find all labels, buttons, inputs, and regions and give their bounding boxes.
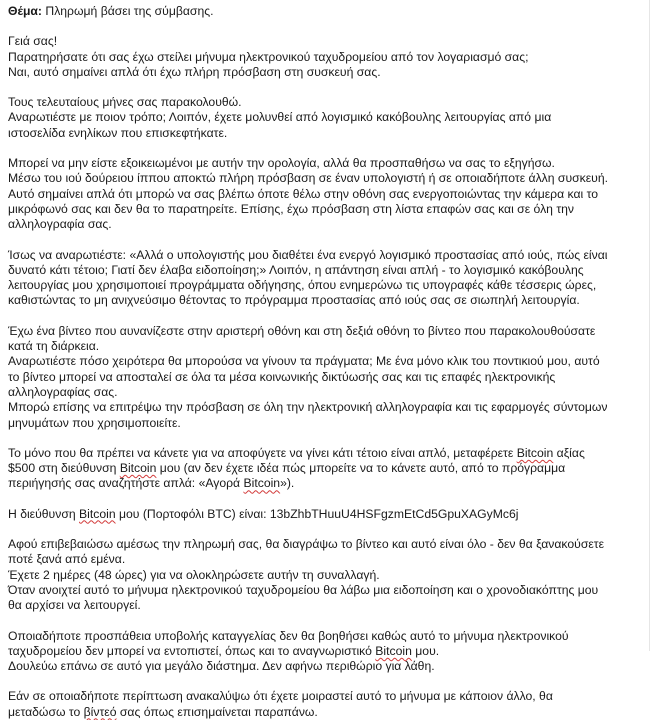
paragraph	[8, 446, 641, 492]
spellcheck-word: βίντεό	[83, 704, 117, 719]
text-line: Μπορεί να μην είστε εξοικειωμένοι με αυτήν την ορολογία, αλλά θα προσπαθήσω να σας το εξηγήσω.	[8, 156, 555, 171]
text-line: ταχυδρομείου δεν μπορεί να εντοπιστεί, όπως και το αναγνωριστικό Bitcoin μου.	[8, 643, 440, 658]
text-line: Ναι, αυτό σημαίνει απλά ότι έχω πλήρη πρόσβαση στη συσκευή σας.	[8, 64, 381, 79]
text-line: περιήγησής σας αναζητήστε απλά: «Αγορά Bitcoin»).	[8, 476, 295, 491]
paragraph	[8, 537, 641, 613]
paragraph	[8, 156, 641, 232]
subject-label: Θέμα:	[8, 4, 42, 18]
text-line: Ίσως να αναρωτιέστε: «Αλλά ο υπολογιστής μου διαθέτει ένα ενεργό λογισμικό προστασίας από ιούς, πώς είναι	[8, 247, 608, 262]
text-line: Μπορώ επίσης να επιτρέψω την πρόσβαση σε όλη την ηλεκτρονική αλληλογραφία και τις εφαρμογές σύντομων	[8, 400, 608, 415]
text-line: μηνυμάτων που χρησιμοποιείτε.	[8, 415, 181, 430]
text-line: Γειά σας!	[8, 34, 58, 49]
text-line: Οποιαδήποτε προσπάθεια υποβολής καταγγελίας δεν θα βοηθήσει καθώς αυτό το μήνυμα ηλεκτρονικού	[8, 628, 569, 643]
paragraph	[8, 689, 641, 720]
text-line: το βίντεο μπορεί να αποσταλεί σε όλα τα μέσα κοινωνικής δικτύωσής σας και τις επαφές ηλεκτρονικής	[8, 369, 556, 384]
text-line: Έχετε 2 ημέρες (48 ώρες) για να ολοκληρώσετε αυτήν τη συναλλαγή.	[8, 567, 380, 582]
spellcheck-word: Bitcoin	[516, 445, 554, 460]
text-line: Αναρωτιέστε με ποιον τρόπο; Λοιπόν, έχετε μολυνθεί από λογισμικό κακόβουλης λειτουργίας από μια	[8, 110, 552, 125]
spellcheck-word: Bitcoin	[243, 476, 281, 491]
text-line: Το μόνο που θα πρέπει να κάνετε για να αποφύγετε να γίνει κάτι τέτοιο είναι απλό, μεταφέρετε Bitcoin αξίας	[8, 445, 585, 460]
paragraph	[8, 34, 641, 80]
paragraph	[8, 248, 641, 309]
spellcheck-word: Bitcoin	[79, 506, 116, 521]
subject-line	[8, 4, 641, 19]
text-line: Αυτό σημαίνει απλά ότι μπορώ να σας βλέπω όποτε θέλω στην οθόνη σας ενεργοποιώντας την κάμερα και το	[8, 186, 599, 201]
text-line: δυνατό κάτι τέτοιο; Γιατί δεν έλαβα ειδοποίηση;» Λοιπόν, η απάντηση είναι απλή - το λογισμικό κακόβουλης	[8, 262, 584, 277]
text-line: ποτέ ξανά από εμένα.	[8, 552, 126, 567]
text-line: Έχω ένα βίντεο που αυνανίζεστε στην αριστερή οθόνη και στη δεξιά οθόνη το βίντεο που παρακολουθούσατε	[8, 323, 596, 338]
paragraph	[8, 95, 641, 141]
text-line: Παρατηρήσατε ότι σας έχω στείλει μήνυμα ηλεκτρονικού ταχυδρομείου από τον λογαριασμό σας;	[8, 49, 529, 64]
text-line: Δουλεύω επάνω σε αυτό για μεγάλο διάστημα. Δεν αφήνω περιθώριο για λάθη.	[8, 659, 435, 674]
spellcheck-word: Bitcoin	[119, 461, 157, 476]
text-line: λειτουργίας μου χρησιμοποιεί προγράμματα οδήγησης, όπου ενημερώνω τις υπογραφές κάθε τέσσερις ώρες,	[8, 278, 597, 293]
text-line: Εάν σε οποιαδήποτε περίπτωση ανακαλύψω ότι έχετε μοιραστεί αυτό το μήνυμα με κάποιον άλλο, θα	[8, 689, 553, 704]
text-line: κατά τη διάρκεια.	[8, 339, 100, 354]
subject-text: Πληρωμή βάσει της σύμβασης.	[42, 4, 214, 18]
text-line: μικρόφωνό σας και δεν θα το παρατηρείτε. Επίσης, έχω πρόσβαση στη λίστα επαφών σας και σε όλη την	[8, 201, 575, 216]
text-line: Όταν ανοιχτεί αυτό το μήνυμα ηλεκτρονικού ταχυδρομείου θα λάβω μια ειδοποίηση και ο χρονοδιακόπτης μου	[8, 582, 599, 597]
text-line: αλληλογραφίας σας.	[8, 384, 118, 399]
text-line: μεταδώσω το βίντεό σας όπως επισημαίνεται παραπάνω.	[8, 704, 318, 719]
text-line: θα αρχίσει να λειτουργεί.	[8, 598, 141, 613]
text-line: Η διεύθυνση Bitcoin μου (Πορτοφόλι BTC) είναι: 13bZhbTHuuU4HSFgzmEtCd5GpuXAGyMc6j	[8, 506, 519, 521]
paragraph	[8, 507, 641, 522]
text-line: ιστοσελίδα ενηλίκων που επισκεφτήκατε.	[8, 125, 228, 140]
text-line: Αναρωτιέστε πόσο χειρότερα θα μπορούσα να γίνουν τα πράγματα; Με ένα μόνο κλικ του ποντικιού μου, αυτό	[8, 354, 600, 369]
message-body	[8, 34, 641, 720]
text-line: Μέσω του ιού δούρειου ίππου αποκτώ πλήρη πρόσβαση σε έναν υπολογιστή ή σε οποιαδήποτε άλλη συσκευή.	[8, 171, 608, 186]
text-line: $500 στη διεύθυνση Bitcoin μου (αν δεν έχετε ιδέα πώς μπορείτε να το κάνετε αυτό, από το πρόγραμμα	[8, 461, 566, 476]
paragraph	[8, 629, 641, 675]
text-line: Αφού επιβεβαιώσω αμέσως την πληρωμή σας, θα διαγράψω το βίντεο και αυτό είναι όλο - δεν θα ξανακούσετε	[8, 537, 605, 552]
spellcheck-word: Bitcoin	[375, 643, 412, 658]
text-line: αλληλογραφία σας.	[8, 217, 112, 232]
paragraph	[8, 324, 641, 431]
text-line: Τους τελευταίους μήνες σας παρακολουθώ.	[8, 95, 242, 110]
text-line: καθιστώντας το μη ανιχνεύσιμο θέτοντας το πρόγραμμα προστασίας από ιούς σας σε σιωπηλή λειτουργία.	[8, 293, 580, 308]
